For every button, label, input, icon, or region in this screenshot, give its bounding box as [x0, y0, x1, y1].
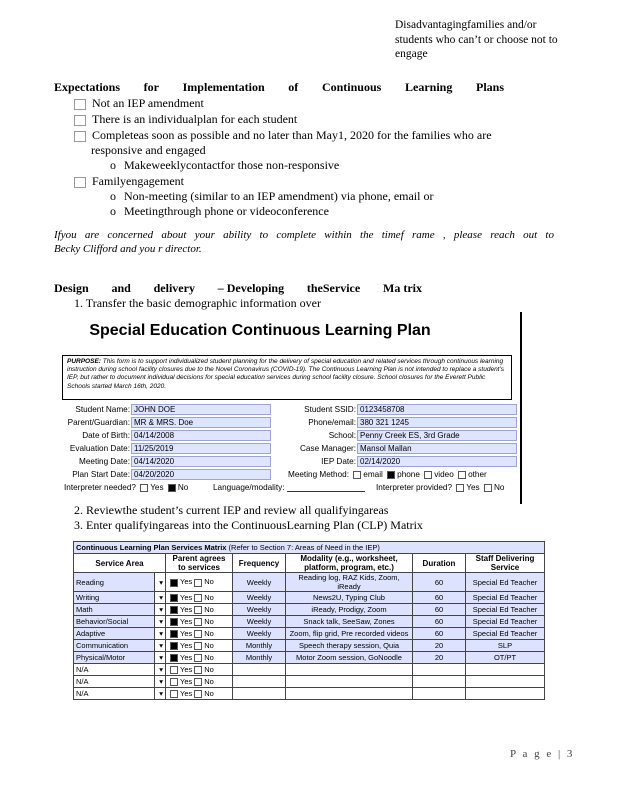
staff-cell[interactable]	[466, 664, 545, 676]
frequency-cell[interactable]	[233, 688, 286, 700]
field-value[interactable]: 02/14/2020	[357, 456, 517, 467]
page-number: P a g e | 3	[510, 748, 575, 760]
modality-cell[interactable]: Motor Zoom session, GoNoodle	[286, 652, 413, 664]
purpose-box	[62, 355, 512, 400]
staff-cell[interactable]	[466, 688, 545, 700]
field-label: Student SSID:	[304, 405, 356, 414]
service-area-cell[interactable]: N/A	[74, 676, 155, 688]
frequency-cell[interactable]	[233, 676, 286, 688]
dropdown-arrow-icon[interactable]: ▾	[155, 676, 166, 688]
parent-agrees-cell: Yes No	[166, 604, 233, 616]
staff-cell[interactable]: Special Ed Teacher	[466, 616, 545, 628]
modality-cell[interactable]: Speech therapy session, Quia	[286, 640, 413, 652]
yes-checkbox[interactable]	[170, 606, 178, 614]
list-item: There is an individualplan for each student	[74, 112, 297, 128]
frequency-cell[interactable]: Weekly	[233, 628, 286, 640]
frequency-cell[interactable]: Monthly	[233, 652, 286, 664]
sub-list-item: o Non-meeting (similar to an IEP amendment) via phone, email or	[110, 189, 434, 203]
yes-checkbox[interactable]	[170, 654, 178, 662]
staff-cell[interactable]: Special Ed Teacher	[466, 604, 545, 616]
service-area-cell[interactable]: Writing	[74, 592, 155, 604]
column-header: Staff Delivering Service	[466, 554, 545, 573]
service-area-cell[interactable]: Adaptive	[74, 628, 155, 640]
language-modality-field[interactable]	[287, 483, 365, 492]
video-checkbox[interactable]	[424, 471, 432, 479]
field-label: Plan Start Date:	[72, 470, 130, 479]
heading-word: of	[288, 80, 299, 94]
service-area-cell[interactable]: Behavior/Social	[74, 616, 155, 628]
dropdown-arrow-icon[interactable]: ▾	[155, 664, 166, 676]
no-checkbox[interactable]	[194, 618, 202, 626]
heading-word: delivery	[153, 281, 195, 295]
no-checkbox[interactable]	[194, 642, 202, 650]
duration-cell[interactable]: 60	[413, 604, 466, 616]
parent-agrees-cell: Yes No	[166, 628, 233, 640]
frequency-cell[interactable]: Weekly	[233, 592, 286, 604]
heading-word: Ma trix	[383, 281, 422, 295]
circle-marker-icon: o	[110, 204, 116, 218]
field-value[interactable]: 04/20/2020	[131, 469, 271, 480]
table-row	[74, 628, 545, 640]
field-value[interactable]: Penny Creek ES, 3rd Grade	[357, 430, 517, 441]
italic-note-line: Ifyou are concerned about your ability to complete within the timef rame , please reach out to	[54, 229, 554, 241]
no-checkbox[interactable]	[194, 630, 202, 638]
service-area-cell[interactable]: N/A	[74, 688, 155, 700]
service-area-cell[interactable]: Physical/Motor	[74, 652, 155, 664]
column-header: Modality (e.g., worksheet, platform, program, etc.)	[286, 554, 413, 573]
yes-checkbox[interactable]	[170, 666, 178, 674]
provided-yes-checkbox[interactable]	[456, 484, 464, 492]
staff-cell[interactable]	[466, 676, 545, 688]
field-value[interactable]: 04/14/2020	[131, 456, 271, 467]
modality-cell[interactable]: Zoom, flip grid, Pre recorded videos	[286, 628, 413, 640]
interpreter-yes-checkbox[interactable]	[140, 484, 148, 492]
step-item: 3. Enter qualifyingareas into the ContinuousLearning Plan (CLP) Matrix	[74, 518, 423, 532]
column-header: Service Area	[74, 554, 166, 573]
staff-cell[interactable]: SLP	[466, 640, 545, 652]
modality-cell[interactable]: News2U, Typing Club	[286, 592, 413, 604]
modality-cell[interactable]: iReady, Prodigy, Zoom	[286, 604, 413, 616]
parent-agrees-cell: Yes No	[166, 640, 233, 652]
form-title: Special Education Continuous Learning Plan	[89, 322, 431, 339]
yes-checkbox[interactable]	[170, 579, 178, 587]
circle-marker-icon: o	[110, 189, 116, 203]
language-modality-row: Language/modality:	[213, 483, 365, 492]
modality-cell[interactable]: Snack talk, SeeSaw, Zones	[286, 616, 413, 628]
field-label: Meeting Date:	[79, 457, 130, 466]
field-label: Student Name:	[75, 405, 130, 414]
table-row	[74, 604, 545, 616]
column-header: Duration	[413, 554, 466, 573]
bullet-icon	[74, 99, 86, 110]
table-row	[74, 664, 545, 676]
heading-word: for	[143, 80, 159, 94]
italic-note-line: Becky Clifford and you r director.	[54, 243, 202, 255]
field-label: Case Manager:	[300, 444, 356, 453]
duration-cell[interactable]	[413, 676, 466, 688]
heading-word: Plans	[475, 80, 504, 94]
yes-checkbox[interactable]	[170, 678, 178, 686]
italic-note	[54, 228, 554, 256]
parent-agrees-cell: Yes No	[166, 616, 233, 628]
staff-cell[interactable]: OT/PT	[466, 652, 545, 664]
step-item: 2. Reviewthe student’s current IEP and review all qualifyingareas	[74, 503, 389, 517]
yes-checkbox[interactable]	[170, 630, 178, 638]
bullet-icon	[74, 115, 86, 126]
list-item: Not an IEP amendment	[74, 96, 204, 112]
staff-cell[interactable]: Special Ed Teacher	[466, 592, 545, 604]
parent-agrees-cell: Yes No	[166, 573, 233, 592]
heading-word: and	[111, 281, 131, 295]
field-label: IEP Date:	[321, 457, 356, 466]
heading-word: Learning	[404, 80, 453, 94]
field-value[interactable]: 380 321 1245	[357, 417, 517, 428]
no-checkbox[interactable]	[194, 678, 202, 686]
parent-agrees-cell: Yes No	[166, 664, 233, 676]
step-item: 1. Transfer the basic demographic information over	[74, 296, 321, 310]
dropdown-arrow-icon[interactable]: ▾	[155, 640, 166, 652]
service-area-cell[interactable]: Math	[74, 604, 155, 616]
service-area-cell[interactable]: N/A	[74, 664, 155, 676]
dropdown-arrow-icon[interactable]: ▾	[155, 592, 166, 604]
duration-cell[interactable]: 20	[413, 640, 466, 652]
phone-checkbox[interactable]	[387, 471, 395, 479]
list-item: Familyengagement	[74, 174, 184, 190]
matrix-header-row	[74, 554, 545, 573]
yes-checkbox[interactable]	[170, 642, 178, 650]
no-checkbox[interactable]	[194, 594, 202, 602]
table-row	[74, 688, 545, 700]
purpose-label: PURPOSE:	[67, 358, 101, 365]
service-area-cell[interactable]: Communication	[74, 640, 155, 652]
table-row	[74, 640, 545, 652]
interpreter-no-checkbox[interactable]	[168, 484, 176, 492]
field-value[interactable]: 0123458708	[357, 404, 517, 415]
interpreter-needed-row: Interpreter needed? Yes No	[64, 483, 189, 492]
heading-word: Expectations	[54, 80, 120, 94]
purpose-text: This form is to support individualized student planning for the delivery of special education and related services through continuous learning instruction during school facility closures due to the Novel Coronavirus (COVID-19). The Continuous Learning Plan is not intended to replace a student’s IEP, but rather to document individual decisions for special education services during school facility closure. School closures for the Everett Public Schools started March 16th, 2020.	[67, 358, 505, 390]
modality-cell[interactable]	[286, 688, 413, 700]
list-item-continuation: responsive and engaged	[91, 143, 206, 157]
duration-cell[interactable]: 20	[413, 652, 466, 664]
table-row	[74, 616, 545, 628]
yes-checkbox[interactable]	[170, 594, 178, 602]
frequency-cell[interactable]: Weekly	[233, 616, 286, 628]
frequency-cell[interactable]: Monthly	[233, 640, 286, 652]
modality-cell[interactable]	[286, 676, 413, 688]
field-value[interactable]: MR & MRS. Doe	[131, 417, 271, 428]
matrix-table	[73, 541, 545, 700]
no-checkbox[interactable]	[194, 606, 202, 614]
table-row	[74, 676, 545, 688]
modality-cell[interactable]: Reading log, RAZ Kids, Zoom, iReady	[286, 573, 413, 592]
table-row	[74, 573, 545, 592]
frequency-cell[interactable]: Weekly	[233, 604, 286, 616]
interpreter-provided-row: Interpreter provided? Yes No	[376, 483, 505, 492]
sub-list-item: o Meetingthrough phone or videoconference	[110, 204, 329, 218]
services-matrix	[73, 541, 545, 700]
column-header: Parent agrees to services	[166, 554, 233, 573]
field-label: Phone/email:	[308, 418, 356, 427]
duration-cell[interactable]: 60	[413, 573, 466, 592]
email-checkbox[interactable]	[353, 471, 361, 479]
dropdown-arrow-icon[interactable]: ▾	[155, 688, 166, 700]
provided-no-checkbox[interactable]	[484, 484, 492, 492]
field-label: Parent/Guardian:	[67, 418, 130, 427]
duration-cell[interactable]	[413, 664, 466, 676]
parent-agrees-cell: Yes No	[166, 592, 233, 604]
no-checkbox[interactable]	[194, 666, 202, 674]
parent-agrees-cell: Yes No	[166, 688, 233, 700]
frequency-cell[interactable]	[233, 664, 286, 676]
yes-checkbox[interactable]	[170, 618, 178, 626]
no-checkbox[interactable]	[194, 579, 202, 587]
design-heading	[54, 281, 422, 296]
no-checkbox[interactable]	[194, 690, 202, 698]
expectations-heading	[54, 80, 504, 95]
circle-marker-icon: o	[110, 158, 116, 172]
dropdown-arrow-icon[interactable]: ▾	[155, 628, 166, 640]
matrix-title: Continuous Learning Plan Services Matrix (Refer to Section 7: Areas of Need in the IEP)	[74, 542, 545, 554]
dropdown-arrow-icon[interactable]: ▾	[155, 573, 166, 592]
field-value[interactable]: 04/14/2008	[131, 430, 271, 441]
field-value[interactable]: Mansol Mallan	[357, 443, 517, 454]
parent-agrees-cell: Yes No	[166, 652, 233, 664]
top-note: Disadvantagingfamilies and/or students who can’t or choose not to engage	[395, 19, 558, 60]
other-checkbox[interactable]	[458, 471, 466, 479]
heading-word: Continuous	[321, 80, 382, 94]
meeting-method-label: Meeting Method:	[288, 470, 349, 479]
heading-word: – Developing	[217, 281, 285, 295]
heading-word: Design	[54, 281, 89, 295]
no-checkbox[interactable]	[194, 654, 202, 662]
field-label: Evaluation Date:	[69, 444, 130, 453]
meeting-method-row: Meeting Method: email phone video other	[288, 470, 487, 479]
modality-cell[interactable]	[286, 664, 413, 676]
frequency-cell[interactable]: Weekly	[233, 573, 286, 592]
duration-cell[interactable]	[413, 688, 466, 700]
field-label: Date of Birth:	[82, 431, 130, 440]
duration-cell[interactable]: 60	[413, 628, 466, 640]
field-value[interactable]: JOHN DOE	[131, 404, 271, 415]
bullet-icon	[74, 131, 86, 142]
heading-word: Implementation	[182, 80, 265, 94]
duration-cell[interactable]: 60	[413, 592, 466, 604]
staff-cell[interactable]: Special Ed Teacher	[466, 628, 545, 640]
duration-cell[interactable]: 60	[413, 616, 466, 628]
heading-word: theService	[306, 281, 361, 295]
list-item: Completeas soon as possible and no later than May1, 2020 for the families who are	[74, 128, 492, 144]
service-area-cell[interactable]: Reading	[74, 573, 155, 592]
dropdown-arrow-icon[interactable]: ▾	[155, 652, 166, 664]
dropdown-arrow-icon[interactable]: ▾	[155, 616, 166, 628]
parent-agrees-cell: Yes No	[166, 676, 233, 688]
dropdown-arrow-icon[interactable]: ▾	[155, 604, 166, 616]
field-value[interactable]: 11/25/2019	[131, 443, 271, 454]
table-row	[74, 652, 545, 664]
table-row	[74, 592, 545, 604]
sub-list-item: o Makeweeklycontactfor those non-responsive	[110, 158, 340, 172]
yes-checkbox[interactable]	[170, 690, 178, 698]
column-header: Frequency	[233, 554, 286, 573]
staff-cell[interactable]: Special Ed Teacher	[466, 573, 545, 592]
bullet-icon	[74, 177, 86, 188]
field-label: School:	[328, 431, 356, 440]
